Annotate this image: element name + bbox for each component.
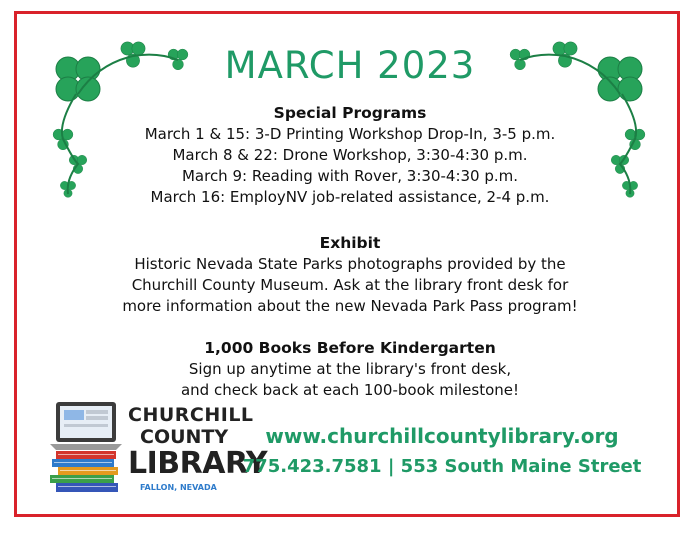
logo-line-county: COUNTY [140, 426, 229, 448]
program-item: March 1 & 15: 3-D Printing Workshop Drop-In, 3-5 p.m. [144, 125, 556, 143]
books-line: and check back at each 100-book milestone! [180, 381, 520, 399]
logo-line-library: LIBRARY [128, 446, 268, 481]
exhibit-line: Churchill County Museum. Ask at the library front desk for [131, 276, 569, 294]
special-programs-heading: Special Programs [273, 104, 427, 122]
exhibit-heading: Exhibit [319, 234, 381, 252]
program-item: March 16: EmployNV job-related assistance, 2-4 p.m. [150, 188, 550, 206]
page-title: MARCH 2023 [224, 44, 476, 87]
phone-address: 775.423.7581 | 553 South Maine Street [242, 456, 642, 477]
books-heading: 1,000 Books Before Kindergarten [204, 339, 496, 357]
books-before-kindergarten-section [0, 338, 700, 401]
website-link[interactable]: www.churchillcountylibrary.org [265, 424, 619, 448]
exhibit-line: more information about the new Nevada Park Pass program! [122, 297, 578, 315]
exhibit-section [0, 233, 700, 317]
laptop-books-icon [46, 402, 126, 497]
exhibit-line: Historic Nevada State Parks photographs provided by the [134, 255, 566, 273]
special-programs-section [0, 103, 700, 208]
logo-line-churchill: CHURCHILL [128, 404, 254, 426]
program-item: March 9: Reading with Rover, 3:30-4:30 p.m. [181, 167, 519, 185]
books-line: Sign up anytime at the library's front desk, [188, 360, 512, 378]
program-item: March 8 & 22: Drone Workshop, 3:30-4:30 p.m. [172, 146, 528, 164]
logo-tagline: FALLON, NEVADA [140, 483, 217, 492]
